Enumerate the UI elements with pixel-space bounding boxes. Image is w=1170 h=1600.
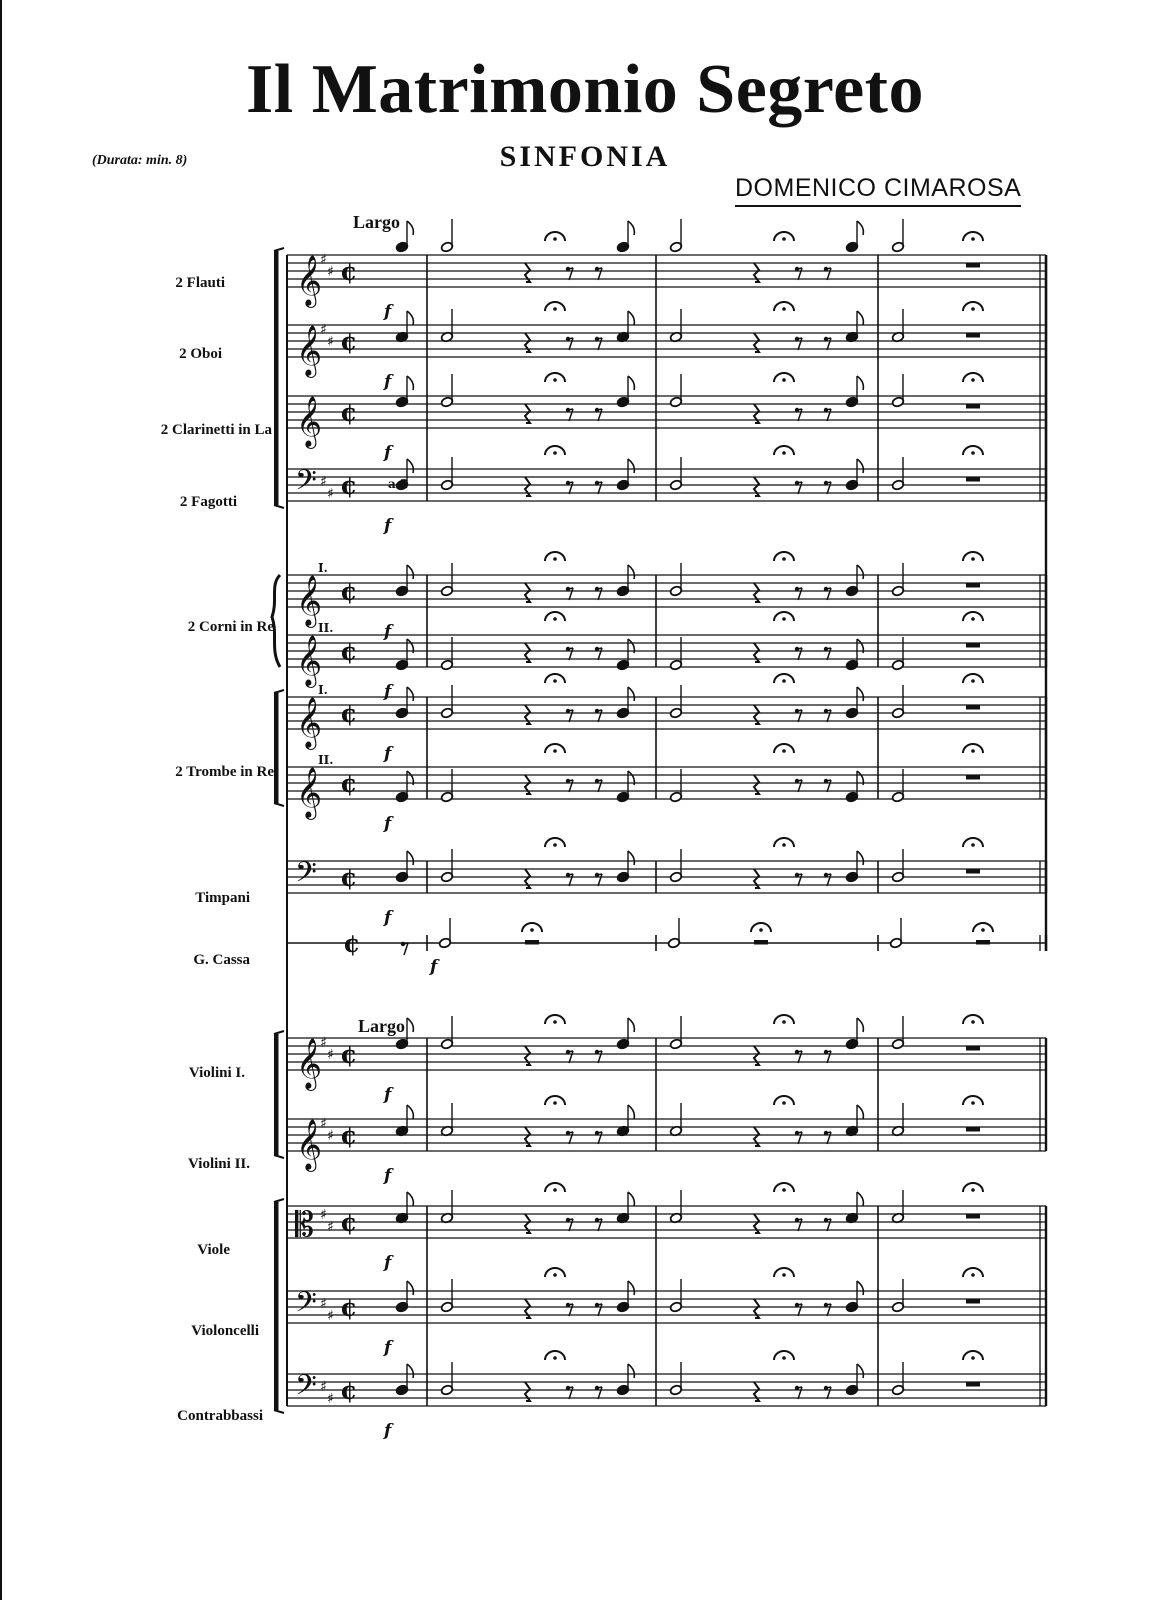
fermata-dot [782, 1188, 786, 1192]
cut-time-icon: ¢ [340, 257, 358, 286]
dynamic-forte: f [384, 1166, 392, 1186]
duration-note: (Durata: min. 8) [92, 153, 188, 168]
cut-time-icon: ¢ [340, 1208, 358, 1237]
fermata-dot [782, 1273, 786, 1277]
fermata-dot [553, 451, 557, 455]
note-flag [407, 221, 413, 235]
cut-time-icon: ¢ [340, 327, 358, 356]
fermata-dot [782, 1101, 786, 1105]
note-flag [857, 459, 863, 473]
fermata-dot [782, 451, 786, 455]
fermata-dot [553, 1273, 557, 1277]
whole-rest-icon [966, 775, 980, 780]
fermata-dot [971, 1356, 975, 1360]
bass-clef-icon: 𝄢 [295, 1369, 317, 1409]
note-flag [628, 687, 634, 701]
instrument-label-viole: Viole [197, 1242, 230, 1258]
fermata-dot [553, 679, 557, 683]
treble-clef-icon: 𝄞 [296, 1119, 323, 1170]
bass-clef-icon: 𝄢 [295, 856, 317, 896]
instrument-label-trombe: 2 Trombe in Re [175, 764, 274, 780]
sharp-icon: ♯ [327, 264, 334, 280]
fermata-dot [553, 307, 557, 311]
whole-rest-icon [966, 643, 980, 648]
cut-time-icon: ¢ [343, 929, 361, 958]
whole-rest-icon [976, 940, 990, 945]
note-flag [407, 376, 413, 390]
fermata-dot [553, 749, 557, 753]
note-flag [857, 1281, 863, 1295]
cut-time-icon: ¢ [340, 1040, 358, 1069]
note-flag [628, 1364, 634, 1378]
whole-rest-icon [966, 583, 980, 588]
sharp-icon: ♯ [320, 1207, 327, 1223]
treble-clef-icon: 𝄞 [296, 697, 323, 748]
cut-time-icon: ¢ [340, 769, 358, 798]
cut-time-icon: ¢ [340, 398, 358, 427]
whole-rest-icon [966, 1299, 980, 1304]
instrument-label-fagotti: 2 Fagotti [179, 494, 237, 510]
whole-rest-icon [966, 263, 980, 268]
fermata-dot [971, 451, 975, 455]
fermata-dot [759, 928, 763, 932]
fermata-dot [553, 378, 557, 382]
note-flag [407, 1192, 413, 1206]
treble-clef-icon: 𝄞 [296, 1038, 323, 1089]
note-flag [857, 1018, 863, 1032]
note-flag [628, 1281, 634, 1295]
dynamic-forte: f [384, 1253, 392, 1273]
sharp-icon: ♯ [327, 1308, 334, 1324]
dynamic-forte: f [384, 302, 392, 322]
sharp-icon: ♯ [320, 1296, 327, 1312]
fermata-dot [782, 843, 786, 847]
composer-name: DOMENICO CIMAROSA [735, 174, 1021, 207]
whole-rest-icon [966, 869, 980, 874]
cut-time-icon: ¢ [340, 577, 358, 606]
instrument-label-contrabbassi: Contrabbassi [177, 1408, 263, 1424]
instrument-label-oboi: 2 Oboi [179, 346, 222, 362]
woodwind-bracket-bottom [274, 505, 284, 508]
a2-marking: a 2 [388, 477, 409, 491]
dynamic-forte: f [384, 682, 392, 702]
sharp-icon: ♯ [327, 1128, 334, 1144]
whole-rest-icon [966, 1127, 980, 1132]
note-flag [407, 687, 413, 701]
fermata-dot [553, 617, 557, 621]
sharp-icon: ♯ [320, 1116, 327, 1132]
treble-clef-icon: 𝄞 [296, 635, 323, 686]
fermata-dot [782, 1356, 786, 1360]
fermata-dot [971, 1101, 975, 1105]
sharp-icon: ♯ [327, 1391, 334, 1407]
sharp-icon: ♯ [327, 486, 334, 502]
dynamic-forte: f [384, 1338, 392, 1358]
fermata-dot [782, 237, 786, 241]
fermata-dot [782, 557, 786, 561]
fermata-dot [553, 1188, 557, 1192]
note-flag [407, 311, 413, 325]
instrument-label-cassa: G. Cassa [193, 952, 250, 968]
sharp-icon: ♯ [327, 1219, 334, 1235]
dynamic-forte: f [384, 908, 392, 928]
fermata-dot [553, 1101, 557, 1105]
fermata-dot [553, 1020, 557, 1024]
staff-numeral: II. [318, 621, 334, 635]
violin-bracket [274, 1034, 279, 1155]
fermata-dot [971, 1188, 975, 1192]
trumpet-bracket [274, 693, 279, 803]
fermata-dot [971, 1273, 975, 1277]
note-flag [857, 1105, 863, 1119]
fermata-dot [782, 1020, 786, 1024]
dynamic-forte: f [384, 622, 392, 642]
whole-rest-icon [754, 940, 768, 945]
note-flag [628, 459, 634, 473]
cut-time-icon: ¢ [340, 1376, 358, 1405]
fermata-dot [971, 843, 975, 847]
fermata-dot [971, 617, 975, 621]
fermata-dot [553, 843, 557, 847]
dynamic-forte: f [384, 443, 392, 463]
fermata-dot [553, 557, 557, 561]
woodwind-bracket-top [274, 248, 284, 251]
dynamic-forte: f [384, 372, 392, 392]
fermata-dot [971, 679, 975, 683]
horn-brace [272, 575, 280, 667]
note-flag [857, 311, 863, 325]
fermata-dot [553, 237, 557, 241]
treble-clef-icon: 𝄞 [296, 396, 323, 447]
note-flag [857, 1192, 863, 1206]
lower-strings-bracket-top [274, 1199, 284, 1202]
treble-clef-icon: 𝄞 [296, 767, 323, 818]
bass-clef-icon: 𝄢 [295, 464, 317, 504]
instrument-label-flauti: 2 Flauti [175, 275, 225, 291]
sharp-icon: ♯ [320, 1379, 327, 1395]
violin-bracket-bottom [274, 1155, 284, 1158]
note-flag [407, 1364, 413, 1378]
note-flag [628, 311, 634, 325]
note-flag [407, 1105, 413, 1119]
staff-numeral: I. [318, 683, 328, 697]
note-flag [857, 851, 863, 865]
tempo-marking-strings: Largo [358, 1016, 405, 1036]
fermata-dot [971, 237, 975, 241]
sharp-icon: ♯ [320, 474, 327, 490]
cut-time-icon: ¢ [340, 1121, 358, 1150]
note-flag [628, 565, 634, 579]
note-flag [407, 1018, 413, 1032]
fermata-dot [981, 928, 985, 932]
dynamic-forte: f [384, 814, 392, 834]
dynamic-forte: f [384, 744, 392, 764]
note-flag [407, 565, 413, 579]
fermata-dot [971, 1020, 975, 1024]
instrument-label-violini-2: Violini II. [188, 1156, 250, 1172]
whole-rest-icon [966, 705, 980, 710]
staff-numeral: II. [318, 753, 334, 767]
dynamic-forte: f [384, 1085, 392, 1105]
fermata-dot [782, 307, 786, 311]
instrument-label-violini-1: Violini I. [188, 1065, 245, 1081]
note-flag [857, 376, 863, 390]
whole-rest-icon [966, 1382, 980, 1387]
tempo-marking-winds: Largo [353, 212, 400, 232]
fermata-dot [553, 1356, 557, 1360]
bass-clef-icon: 𝄢 [295, 1286, 317, 1326]
whole-rest-icon [966, 1046, 980, 1051]
trumpet-bracket-top [274, 690, 284, 693]
dynamic-forte: f [384, 516, 392, 536]
note-flag [628, 851, 634, 865]
dynamic-forte: f [430, 957, 438, 977]
whole-rest-icon [966, 333, 980, 338]
instrument-label-violoncelli: Violoncelli [191, 1323, 259, 1339]
treble-clef-icon: 𝄞 [296, 325, 323, 376]
note-flag [407, 851, 413, 865]
instrument-label-clarinetti: 2 Clarinetti in La [160, 422, 272, 438]
sharp-icon: ♯ [320, 252, 327, 268]
whole-rest-icon [966, 1214, 980, 1219]
fermata-dot [782, 378, 786, 382]
page-subtitle: SINFONIA [499, 140, 671, 173]
staff-numeral: I. [318, 561, 328, 575]
whole-rest-icon [966, 404, 980, 409]
sharp-icon: ♯ [320, 1035, 327, 1051]
treble-clef-icon: 𝄞 [296, 575, 323, 626]
fermata-dot [782, 679, 786, 683]
alto-clef-icon: 𝄡 [295, 1205, 314, 1245]
cut-time-icon: ¢ [340, 1293, 358, 1322]
sharp-icon: ♯ [327, 1047, 334, 1063]
sharp-icon: ♯ [327, 334, 334, 350]
lower-strings-bracket-bottom [274, 1410, 284, 1413]
note-flag [628, 1192, 634, 1206]
treble-clef-icon: 𝄞 [296, 255, 323, 306]
note-flag [628, 376, 634, 390]
instrument-label-corni: 2 Corni in Re [187, 619, 274, 635]
fermata-dot [971, 557, 975, 561]
cut-time-icon: ¢ [340, 637, 358, 666]
note-flag [628, 1105, 634, 1119]
cut-time-icon: ¢ [340, 699, 358, 728]
page-title: Il Matrimonio Segreto [246, 51, 924, 128]
fermata-dot [971, 307, 975, 311]
lower-strings-bracket [274, 1202, 279, 1410]
note-flag [407, 1281, 413, 1295]
note-flag [628, 221, 634, 235]
whole-rest-icon [525, 940, 539, 945]
sharp-icon: ♯ [320, 322, 327, 338]
note-flag [857, 221, 863, 235]
dynamic-forte: f [384, 1421, 392, 1441]
note-flag [628, 1018, 634, 1032]
fermata-dot [530, 928, 534, 932]
fermata-dot [971, 378, 975, 382]
note-flag [857, 687, 863, 701]
fermata-dot [782, 749, 786, 753]
note-flag [857, 565, 863, 579]
trumpet-bracket-bottom [274, 803, 284, 806]
woodwind-bracket [274, 251, 279, 505]
fermata-dot [782, 617, 786, 621]
note-flag [407, 459, 413, 473]
whole-rest-icon [966, 477, 980, 482]
cut-time-icon: ¢ [340, 471, 358, 500]
cut-time-icon: ¢ [340, 863, 358, 892]
fermata-dot [971, 749, 975, 753]
note-flag [857, 1364, 863, 1378]
instrument-label-timpani: Timpani [195, 890, 250, 906]
violin-bracket-top [274, 1031, 284, 1034]
